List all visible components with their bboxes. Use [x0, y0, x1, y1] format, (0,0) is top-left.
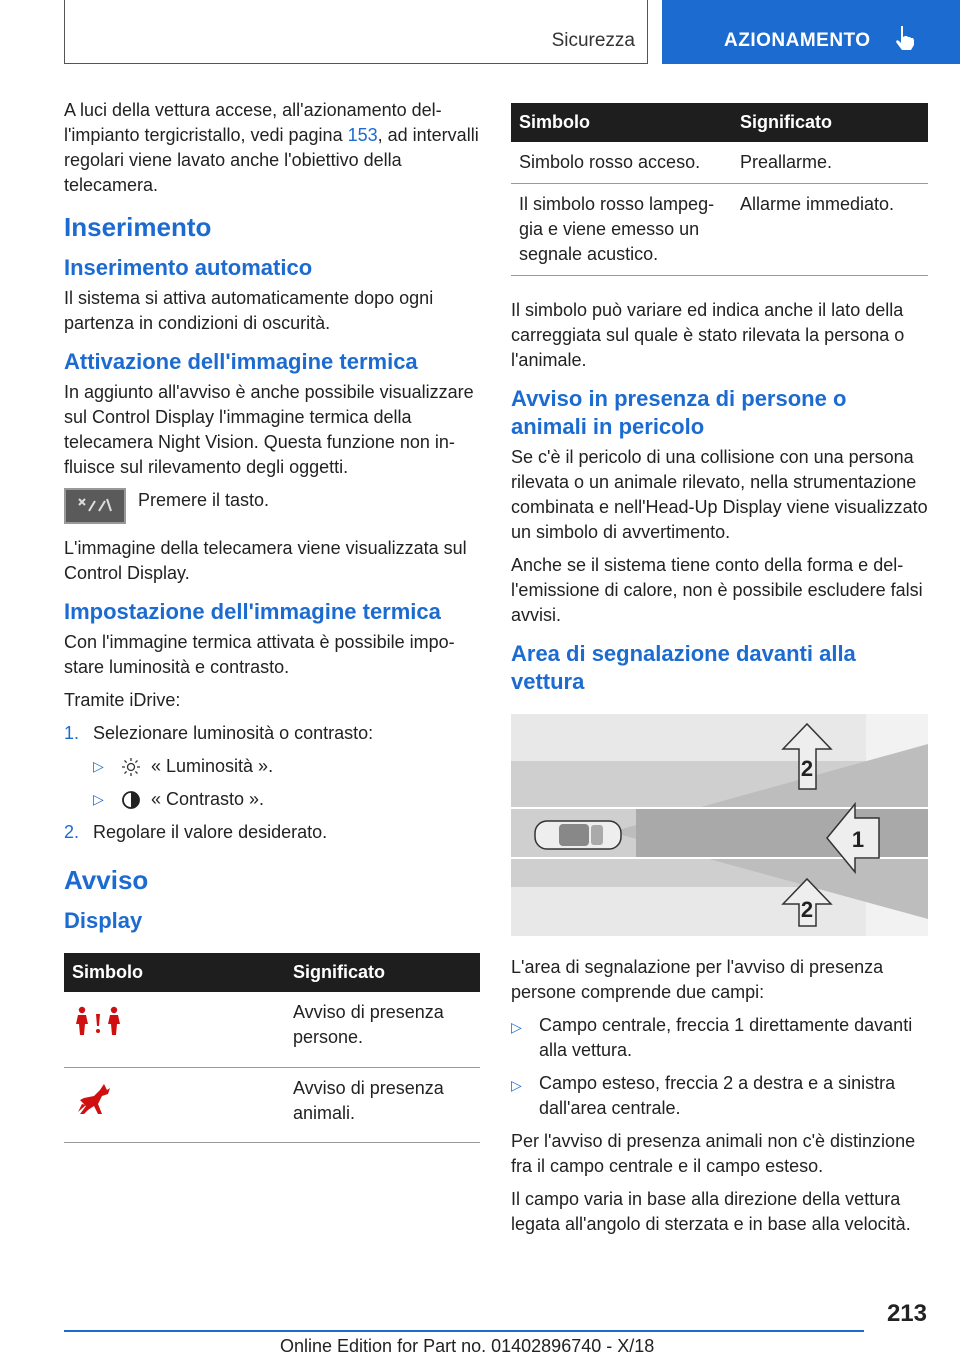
- brightness-icon: [121, 757, 141, 777]
- contrast-icon: [121, 790, 141, 810]
- hand-icon: [894, 25, 916, 51]
- paragraph-pericolo-1: Se c'è il pericolo di una collisione con una persona rilevata o un animale rilevato, nella strumentazione combinata e nell'Head-Up Display viene visualizzato un simbolo di avvertimento.: [511, 447, 928, 542]
- paragraph-pericolo-2: Anche se il sistema tiene conto della forma e dell'emissione di calore, non è possibile escludere falsi avvisi.: [511, 555, 923, 625]
- table-cell: Avviso di presenza persone.: [285, 992, 480, 1067]
- paragraph-animali: Per l'avviso di presenza animali non c'è distinzione fra il campo centrale e il campo esteso.: [511, 1131, 916, 1176]
- sub-item-luminosita: ▷ « Luminosità ».: [93, 756, 274, 776]
- table-row: Simbolo rosso acceso. Preallarme.: [511, 142, 928, 184]
- table-header: Significato: [732, 103, 928, 142]
- heading-inserimento: Inserimento: [64, 212, 212, 242]
- key-instruction-text: Premere il tasto.: [138, 490, 270, 510]
- table-row: Il simbolo rosso lampeggia e viene emesso un segnale acustico. Allarme immediato.: [511, 184, 928, 276]
- paragraph-auto: Il sistema si attiva automaticamente dopo ogni partenza in condizioni di oscurità.: [64, 288, 434, 333]
- paragraph-campo: Il campo varia in base alla direzione della vettura legata all'angolo di sterzata e in base alla velocità.: [511, 1189, 911, 1234]
- edition-text: Online Edition for Part no. 01402896740 - X/18: [280, 1336, 655, 1356]
- animal-warning-icon: [72, 1082, 124, 1116]
- right-column: [511, 103, 928, 1245]
- header-chapter: AZIONAMENTO: [724, 30, 871, 51]
- symbol-table-left: [64, 953, 480, 1143]
- intro-paragraph: A luci della vettura accese, all'azionamento dell'impianto tergicristallo, vedi pagina 153, ad intervalli regolari viene lavato anche l'obiettivo della telecamera.: [64, 100, 479, 195]
- header-section-box: [64, 0, 648, 64]
- list-item: ▷ Campo centrale, freccia 1 direttamente davanti alla vettura.: [511, 1015, 913, 1060]
- heading-display: Display: [64, 908, 143, 933]
- paragraph-attivazione: In aggiunto all'avviso è anche possibile visualizzare sul Control Display l'immagine termica della telecamera Night Vision. Questa funzione non influisce sul rilevamento degli oggetti.: [64, 382, 474, 477]
- paragraph-display: L'immagine della telecamera viene visualizzata sul Control Display.: [64, 538, 467, 583]
- paragraph-impostazione: Con l'immagine termica attivata è possibile impostare luminosità e contrasto.: [64, 632, 455, 677]
- page-number: 213: [886, 1300, 927, 1327]
- table-header: Significato: [285, 953, 480, 992]
- header-chapter-box: [662, 0, 960, 64]
- paragraph-area: L'area di segnalazione per l'avviso di presenza persone comprende due campi:: [511, 957, 884, 1002]
- table-header: Simbolo: [64, 953, 285, 992]
- list-item: 2. Regolare il valore desiderato.: [64, 822, 328, 842]
- key-instruction: [64, 488, 480, 524]
- left-column: [64, 98, 480, 1143]
- arrow-label-2-top: 2: [800, 756, 814, 781]
- footer-divider: [64, 1330, 864, 1332]
- list-item: ▷ Campo esteso, freccia 2 a destra e a sinistra dall'area centrale.: [511, 1073, 896, 1118]
- steps-list: [64, 721, 480, 845]
- night-vision-key-icon: [64, 488, 126, 524]
- car-icon: [535, 821, 621, 849]
- arrow-label-2-bottom: 2: [800, 897, 814, 922]
- list-item: 1. Selezionare luminosità o contrasto:: [64, 723, 374, 743]
- table-row: [64, 1067, 480, 1142]
- table-row: [64, 992, 480, 1067]
- person-warning-icon: [72, 1006, 124, 1036]
- warning-area-diagram: [511, 714, 928, 936]
- heading-pericolo: Avviso in presenza di persone o animali in pericolo: [511, 386, 847, 439]
- paragraph-idrive: Tramite iDrive:: [64, 690, 181, 710]
- sub-item-contrasto: ▷ « Contrasto ».: [93, 789, 265, 809]
- symbol-table-right: [511, 103, 928, 276]
- heading-avviso: Avviso: [64, 865, 149, 895]
- heading-attivazione: Attivazione dell'immagine termica: [64, 349, 418, 374]
- header-section: Sicurezza: [551, 30, 635, 51]
- heading-area: Area di segnalazione davanti alla vettura: [511, 641, 856, 694]
- table-cell: Avviso di presenza animali.: [285, 1067, 480, 1142]
- page-link[interactable]: 153: [347, 125, 378, 145]
- heading-impostazione: Impostazione dell'immagine termica: [64, 599, 441, 624]
- arrow-label-1: 1: [851, 827, 865, 852]
- paragraph-simbolo: Il simbolo può variare ed indica anche il lato della carreggiata sul quale è stato rilevata la persona o l'animale.: [511, 300, 905, 370]
- heading-inserimento-automatico: Inserimento automatico: [64, 255, 313, 280]
- table-header: Simbolo: [511, 103, 732, 142]
